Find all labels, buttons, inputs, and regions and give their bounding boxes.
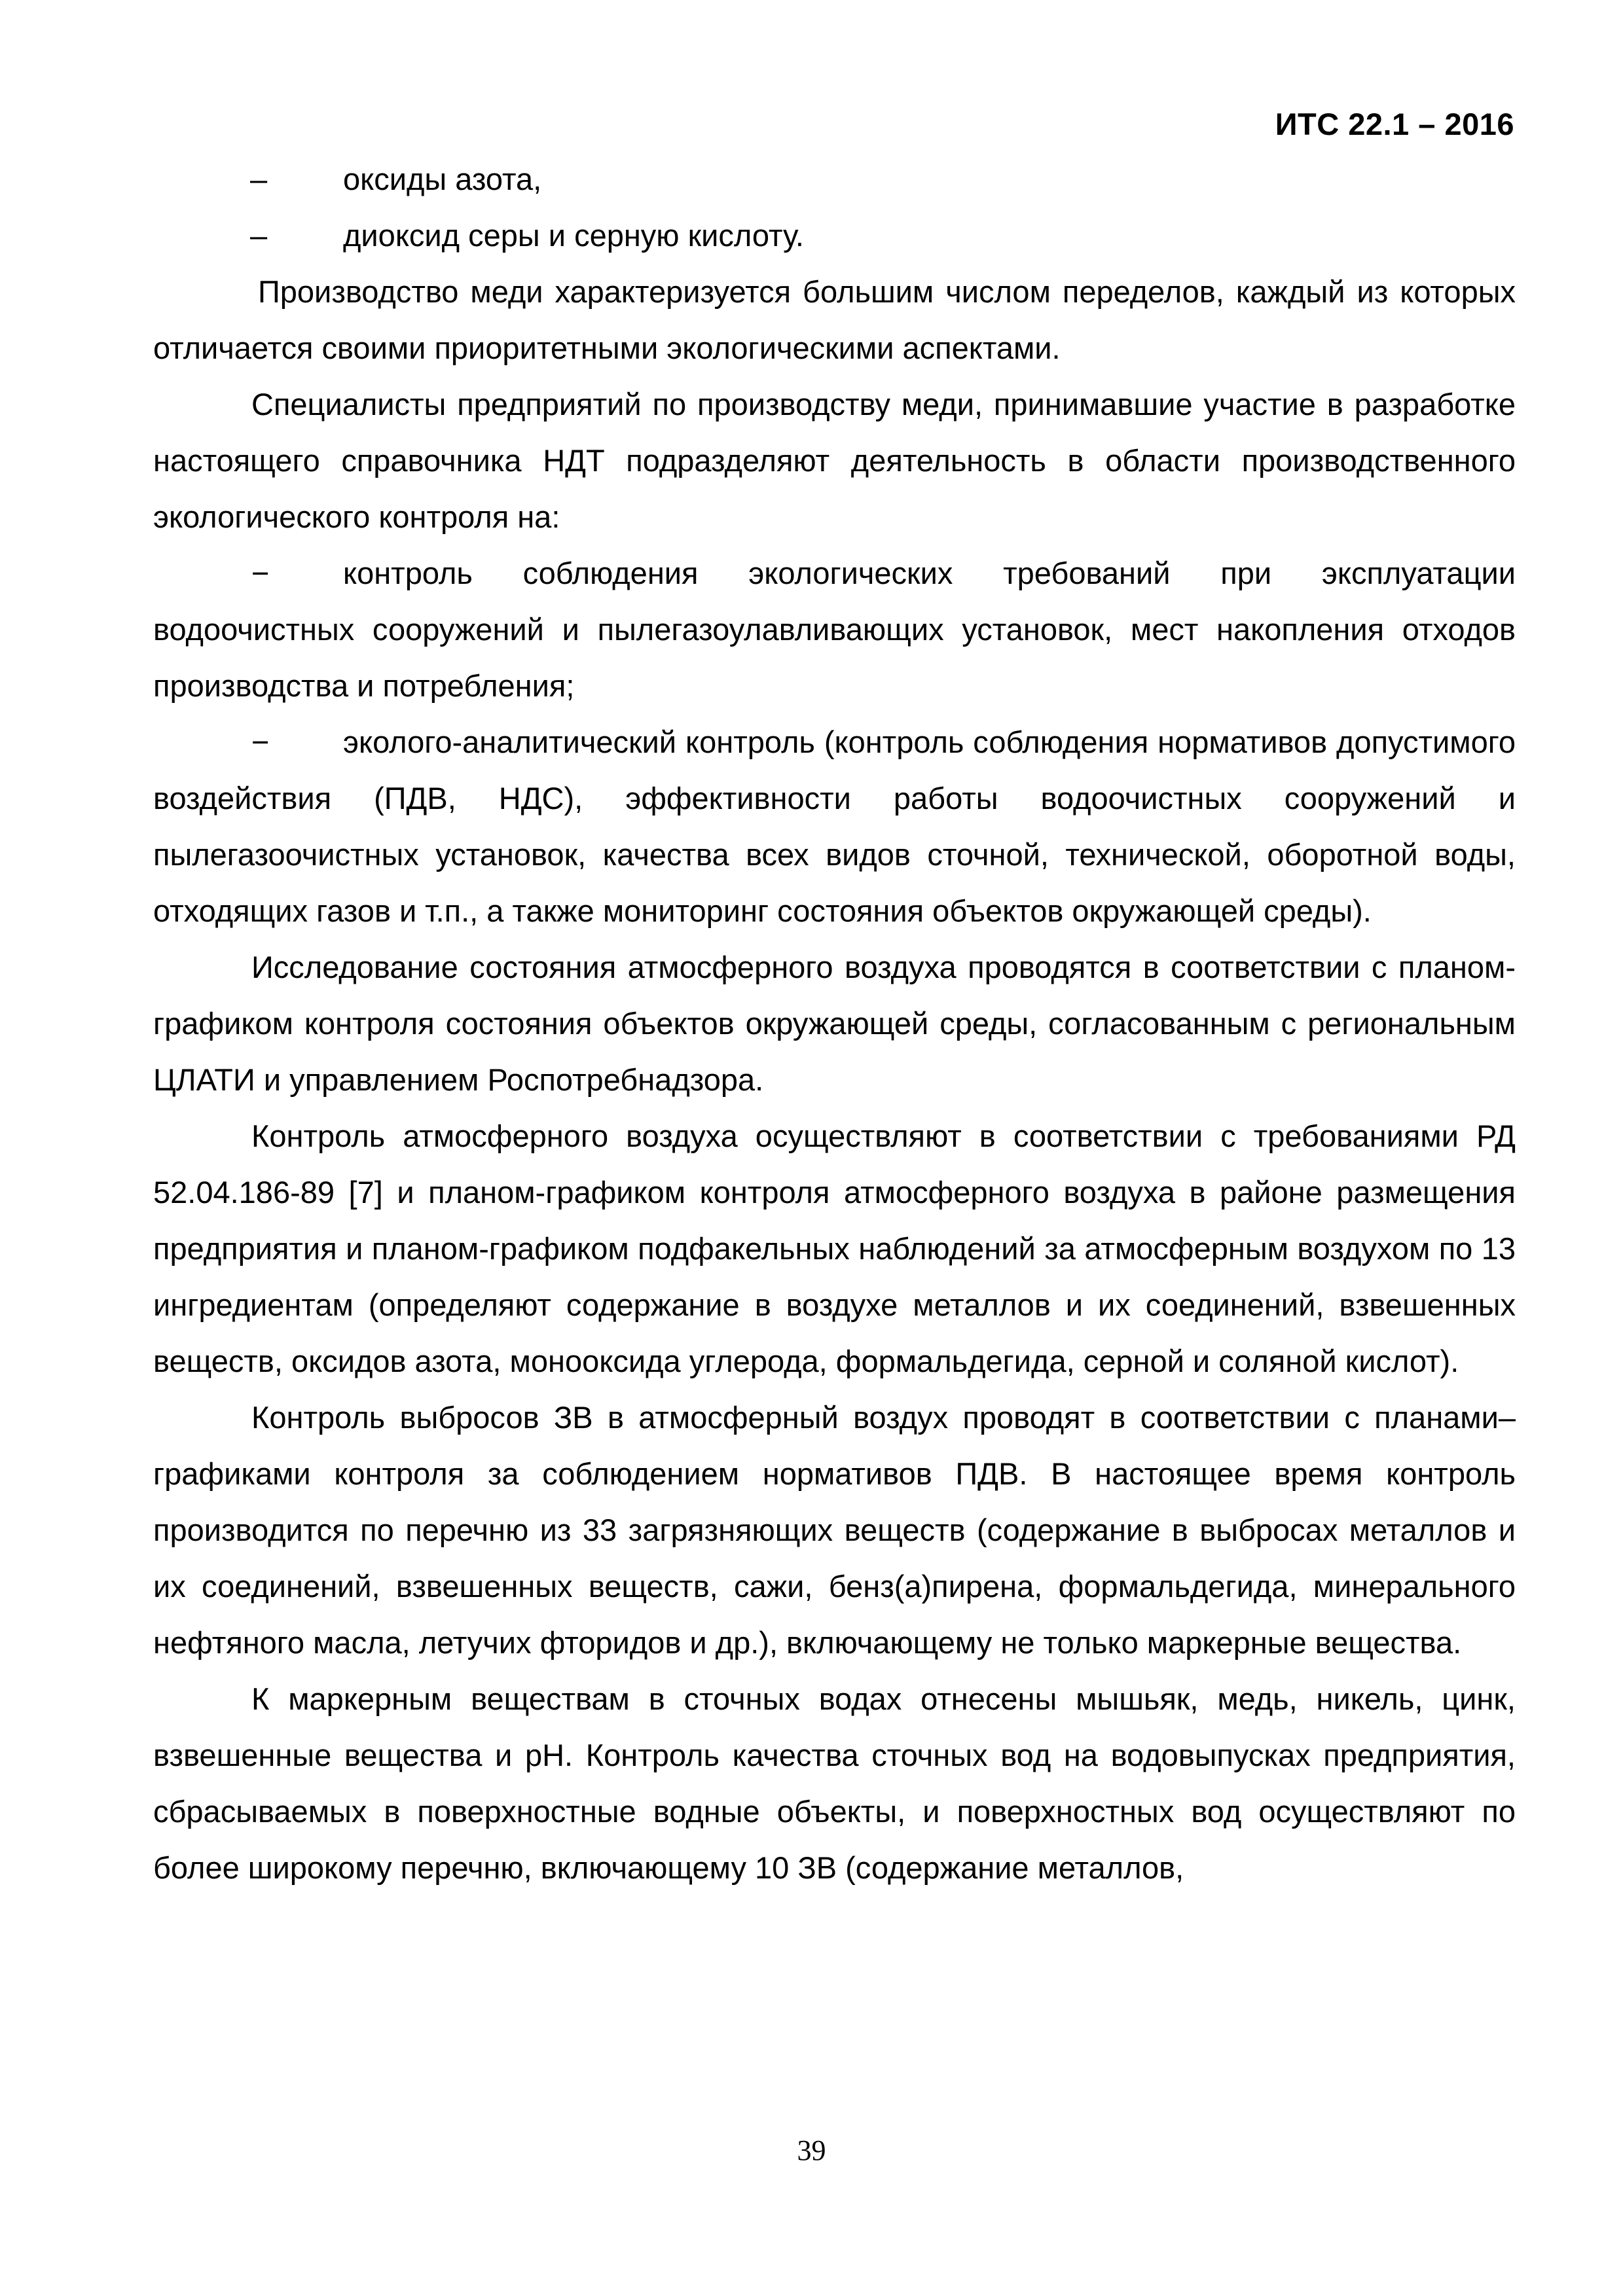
bullet-marker: − (251, 725, 270, 759)
paragraph-copper-production: Производство меди характеризуется большим числом переделов, каждый из которых отличается своими приоритетными экологическими аспектами. (153, 274, 1516, 365)
document-code-header: ИТС 22.1 – 2016 (1275, 107, 1514, 141)
dash-marker: – (250, 162, 268, 196)
paragraph-specialists: Специалисты предприятий по производству меди, принимавшие участие в разработке настоящего справочника НДТ подразделяют деятельность в области производственного экологического контроля на: (153, 387, 1516, 534)
bullet-marker: − (251, 556, 270, 590)
page-body (153, 151, 1516, 1896)
bullet-paragraph-compliance-control (153, 545, 1516, 714)
list-item (153, 207, 1516, 264)
paragraph-air-study: Исследование состояния атмосферного воздуха проводятся в соответствии с планом-графиком контроля состояния объектов окружающей среды, согласованным с региональным ЦЛАТИ и управлением Роспотребнадзора. (153, 950, 1516, 1097)
list-item-text: оксиды азота, (343, 162, 542, 196)
bullet-paragraph-analytical-control (153, 714, 1516, 939)
bullet-text: эколого-аналитический контроль (контроль соблюдения нормативов допустимого воздействия (ПДВ, НДС), эффективности работы водоочистных сооружений и пылегазоочистных установок, качества всех видов сточной, технической, оборотной воды, отходящих газов и т.п., а также мониторинг состояния объектов окружающей среды). (153, 725, 1516, 928)
list-item (153, 151, 1516, 207)
page-number: 39 (797, 2134, 826, 2166)
bullet-text: контроль соблюдения экологических требований при эксплуатации водоочистных сооружений и пылегазоулавливающих установок, мест накопления отходов производства и потребления; (153, 556, 1516, 703)
paragraph-air-control: Контроль атмосферного воздуха осуществляют в соответствии с требованиями РД 52.04.186-89 [7] и планом-графиком контроля атмосферного воздуха в районе размещения предприятия и планом-графиком подфакельных наблюдений за атмосферным воздухом по 13 ингредиентам (определяют содержание в воздухе металлов и их соединений, взвешенных веществ, оксидов азота, монооксида углерода, формальдегида, серной и соляной кислот). (153, 1119, 1516, 1378)
paragraph-wastewater-markers: К маркерным веществам в сточных водах отнесены мышьяк, медь, никель, цинк, взвешенные вещества и рН. Контроль качества сточных вод на водовыпусках предприятия, сбрасываемых в поверхностные водные объекты, и поверхностных вод осуществляют по более широкому перечню, включающему 10 ЗВ (содержание металлов, (153, 1681, 1516, 1885)
list-item-text: диоксид серы и серную кислоту. (343, 218, 804, 253)
paragraph-emissions-control: Контроль выбросов ЗВ в атмосферный воздух проводят в соответствии с планами–графиками контроля за соблюдением нормативов ПДВ. В настоящее время контроль производится по перечню из 33 загрязняющих веществ (содержание в выбросах металлов и их соединений, взвешенных веществ, сажи, бенз(а)пирена, формальдегида, минерального нефтяного масла, летучих фторидов и др.), включающему не только маркерные вещества. (153, 1400, 1516, 1660)
dash-marker: – (250, 218, 268, 253)
